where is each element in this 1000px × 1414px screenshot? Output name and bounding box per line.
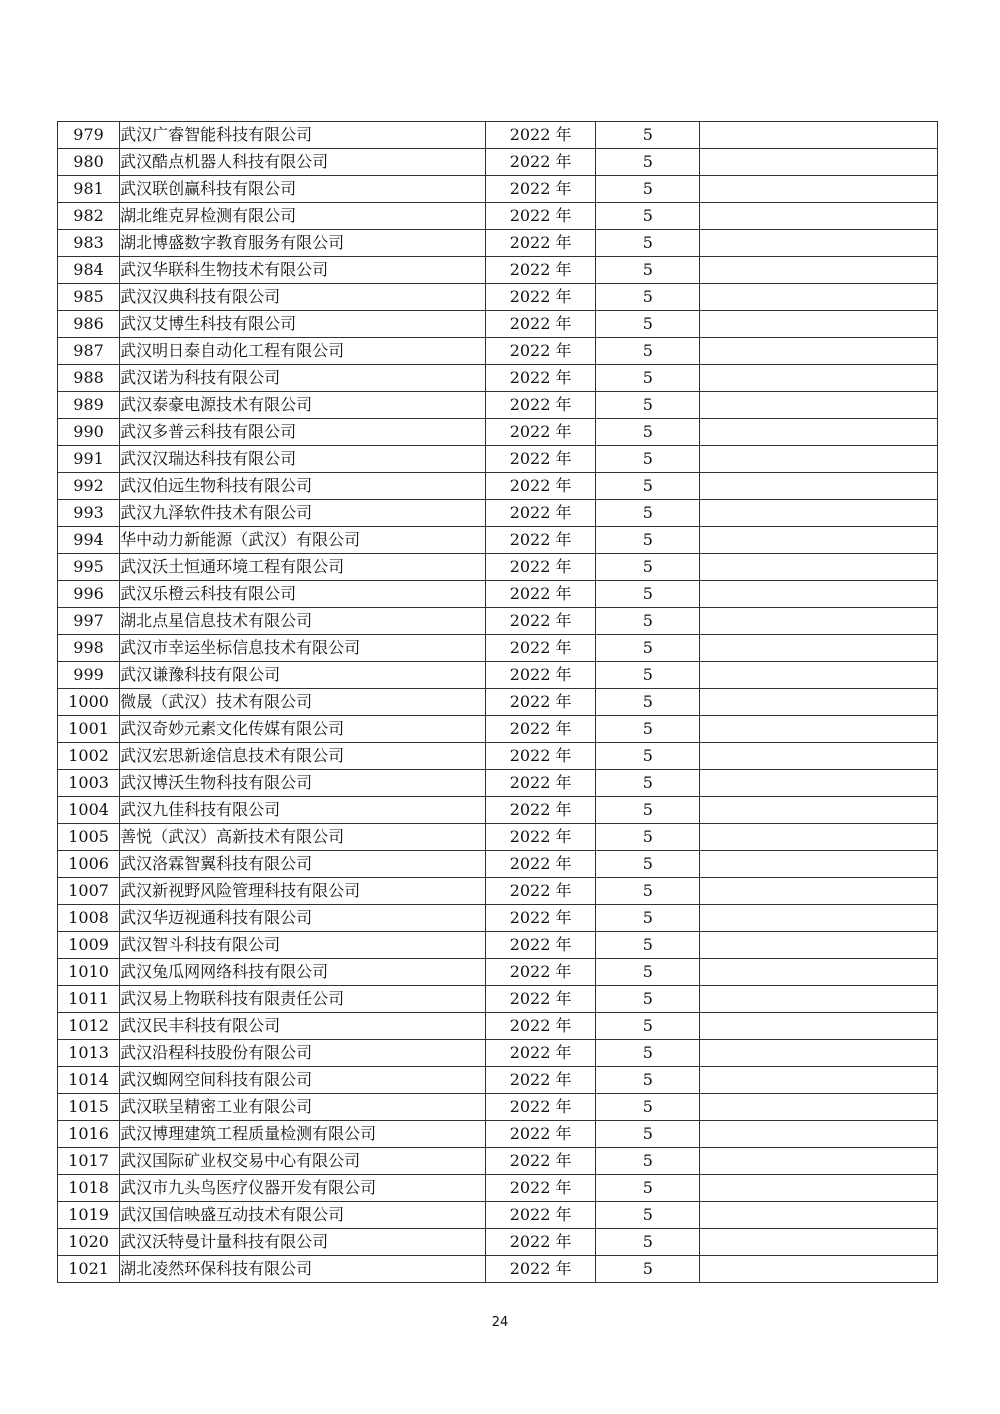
- row-number: 1003: [58, 770, 120, 797]
- note-cell: [700, 527, 938, 554]
- table-row: [58, 527, 938, 554]
- note-cell: [700, 365, 938, 392]
- company-name: 武汉联创赢科技有限公司: [120, 176, 486, 203]
- table-row: [58, 689, 938, 716]
- row-number: 1021: [58, 1256, 120, 1283]
- row-number: 1014: [58, 1067, 120, 1094]
- value-cell: 5: [596, 878, 700, 905]
- table-row: [58, 311, 938, 338]
- row-number: 1006: [58, 851, 120, 878]
- row-number: 999: [58, 662, 120, 689]
- company-name: 武汉伯远生物科技有限公司: [120, 473, 486, 500]
- note-cell: [700, 581, 938, 608]
- value-cell: 5: [596, 1229, 700, 1256]
- value-cell: 5: [596, 1256, 700, 1283]
- value-cell: 5: [596, 176, 700, 203]
- value-cell: 5: [596, 122, 700, 149]
- year-cell: 2022 年: [485, 1175, 595, 1202]
- value-cell: 5: [596, 851, 700, 878]
- note-cell: [700, 176, 938, 203]
- company-name: 武汉沃特曼计量科技有限公司: [120, 1229, 486, 1256]
- company-name: 武汉蜘网空间科技有限公司: [120, 1067, 486, 1094]
- note-cell: [700, 419, 938, 446]
- value-cell: 5: [596, 986, 700, 1013]
- table-row: [58, 635, 938, 662]
- value-cell: 5: [596, 1202, 700, 1229]
- company-name: 湖北博盛数字教育服务有限公司: [120, 230, 486, 257]
- value-cell: 5: [596, 581, 700, 608]
- row-number: 1004: [58, 797, 120, 824]
- year-cell: 2022 年: [485, 203, 595, 230]
- company-name: 武汉乐橙云科技有限公司: [120, 581, 486, 608]
- table-row: [58, 473, 938, 500]
- company-name: 武汉沃土恒通环境工程有限公司: [120, 554, 486, 581]
- year-cell: 2022 年: [485, 446, 595, 473]
- value-cell: 5: [596, 554, 700, 581]
- row-number: 982: [58, 203, 120, 230]
- row-number: 984: [58, 257, 120, 284]
- note-cell: [700, 203, 938, 230]
- value-cell: 5: [596, 1094, 700, 1121]
- row-number: 986: [58, 311, 120, 338]
- value-cell: 5: [596, 905, 700, 932]
- company-name: 武汉国际矿业权交易中心有限公司: [120, 1148, 486, 1175]
- value-cell: 5: [596, 446, 700, 473]
- company-name: 武汉九佳科技有限公司: [120, 797, 486, 824]
- table-row: [58, 419, 938, 446]
- year-cell: 2022 年: [485, 1067, 595, 1094]
- company-table-body: [58, 122, 938, 1283]
- table-row: [58, 932, 938, 959]
- year-cell: 2022 年: [485, 581, 595, 608]
- table-row: [58, 986, 938, 1013]
- note-cell: [700, 1013, 938, 1040]
- row-number: 1016: [58, 1121, 120, 1148]
- table-row: [58, 149, 938, 176]
- note-cell: [700, 284, 938, 311]
- value-cell: 5: [596, 230, 700, 257]
- year-cell: 2022 年: [485, 986, 595, 1013]
- table-row: [58, 581, 938, 608]
- note-cell: [700, 1175, 938, 1202]
- value-cell: 5: [596, 743, 700, 770]
- year-cell: 2022 年: [485, 176, 595, 203]
- value-cell: 5: [596, 608, 700, 635]
- note-cell: [700, 1121, 938, 1148]
- table-row: [58, 284, 938, 311]
- value-cell: 5: [596, 500, 700, 527]
- value-cell: 5: [596, 365, 700, 392]
- value-cell: 5: [596, 932, 700, 959]
- value-cell: 5: [596, 1040, 700, 1067]
- year-cell: 2022 年: [485, 149, 595, 176]
- note-cell: [700, 824, 938, 851]
- value-cell: 5: [596, 1175, 700, 1202]
- year-cell: 2022 年: [485, 365, 595, 392]
- row-number: 1008: [58, 905, 120, 932]
- table-row: [58, 797, 938, 824]
- company-name: 武汉广睿智能科技有限公司: [120, 122, 486, 149]
- value-cell: 5: [596, 419, 700, 446]
- year-cell: 2022 年: [485, 527, 595, 554]
- table-row: [58, 1148, 938, 1175]
- row-number: 1019: [58, 1202, 120, 1229]
- note-cell: [700, 1202, 938, 1229]
- table-row: [58, 878, 938, 905]
- year-cell: 2022 年: [485, 1256, 595, 1283]
- table-row: [58, 554, 938, 581]
- table-row: [58, 122, 938, 149]
- note-cell: [700, 1148, 938, 1175]
- note-cell: [700, 500, 938, 527]
- table-row: [58, 176, 938, 203]
- table-row: [58, 1229, 938, 1256]
- table-row: [58, 365, 938, 392]
- year-cell: 2022 年: [485, 662, 595, 689]
- note-cell: [700, 1256, 938, 1283]
- table-row: [58, 1040, 938, 1067]
- note-cell: [700, 770, 938, 797]
- year-cell: 2022 年: [485, 770, 595, 797]
- year-cell: 2022 年: [485, 473, 595, 500]
- table-row: [58, 608, 938, 635]
- year-cell: 2022 年: [485, 338, 595, 365]
- note-cell: [700, 1094, 938, 1121]
- note-cell: [700, 797, 938, 824]
- row-number: 1011: [58, 986, 120, 1013]
- note-cell: [700, 257, 938, 284]
- year-cell: 2022 年: [485, 1148, 595, 1175]
- note-cell: [700, 743, 938, 770]
- row-number: 1005: [58, 824, 120, 851]
- year-cell: 2022 年: [485, 1229, 595, 1256]
- row-number: 983: [58, 230, 120, 257]
- table-row: [58, 851, 938, 878]
- value-cell: 5: [596, 1067, 700, 1094]
- value-cell: 5: [596, 392, 700, 419]
- year-cell: 2022 年: [485, 716, 595, 743]
- company-name: 武汉兔瓜网网络科技有限公司: [120, 959, 486, 986]
- note-cell: [700, 986, 938, 1013]
- company-name: 武汉汉瑞达科技有限公司: [120, 446, 486, 473]
- company-name: 武汉博理建筑工程质量检测有限公司: [120, 1121, 486, 1148]
- company-name: 武汉沿程科技股份有限公司: [120, 1040, 486, 1067]
- year-cell: 2022 年: [485, 824, 595, 851]
- row-number: 979: [58, 122, 120, 149]
- note-cell: [700, 446, 938, 473]
- row-number: 991: [58, 446, 120, 473]
- row-number: 996: [58, 581, 120, 608]
- note-cell: [700, 716, 938, 743]
- value-cell: 5: [596, 149, 700, 176]
- company-name: 武汉易上物联科技有限责任公司: [120, 986, 486, 1013]
- table-row: [58, 905, 938, 932]
- value-cell: 5: [596, 689, 700, 716]
- note-cell: [700, 230, 938, 257]
- year-cell: 2022 年: [485, 257, 595, 284]
- year-cell: 2022 年: [485, 797, 595, 824]
- company-name: 武汉明日泰自动化工程有限公司: [120, 338, 486, 365]
- note-cell: [700, 959, 938, 986]
- table-row: [58, 203, 938, 230]
- note-cell: [700, 905, 938, 932]
- year-cell: 2022 年: [485, 1094, 595, 1121]
- table-row: [58, 770, 938, 797]
- note-cell: [700, 608, 938, 635]
- company-name: 武汉宏思新途信息技术有限公司: [120, 743, 486, 770]
- company-name: 微晟（武汉）技术有限公司: [120, 689, 486, 716]
- note-cell: [700, 851, 938, 878]
- row-number: 1010: [58, 959, 120, 986]
- table-row: [58, 1202, 938, 1229]
- table-row: [58, 1013, 938, 1040]
- year-cell: 2022 年: [485, 122, 595, 149]
- row-number: 995: [58, 554, 120, 581]
- page-number: 24: [491, 1315, 509, 1330]
- value-cell: 5: [596, 824, 700, 851]
- note-cell: [700, 311, 938, 338]
- row-number: 1009: [58, 932, 120, 959]
- company-name: 武汉诺为科技有限公司: [120, 365, 486, 392]
- value-cell: 5: [596, 1013, 700, 1040]
- value-cell: 5: [596, 959, 700, 986]
- company-name: 武汉汉典科技有限公司: [120, 284, 486, 311]
- row-number: 1007: [58, 878, 120, 905]
- note-cell: [700, 392, 938, 419]
- year-cell: 2022 年: [485, 932, 595, 959]
- company-name: 武汉泰豪电源技术有限公司: [120, 392, 486, 419]
- row-number: 1000: [58, 689, 120, 716]
- table-row: [58, 1094, 938, 1121]
- company-name: 武汉新视野风险管理科技有限公司: [120, 878, 486, 905]
- row-number: 1013: [58, 1040, 120, 1067]
- row-number: 997: [58, 608, 120, 635]
- value-cell: 5: [596, 770, 700, 797]
- company-name: 武汉九泽软件技术有限公司: [120, 500, 486, 527]
- company-name: 善悦（武汉）高新技术有限公司: [120, 824, 486, 851]
- row-number: 994: [58, 527, 120, 554]
- note-cell: [700, 149, 938, 176]
- row-number: 980: [58, 149, 120, 176]
- company-name: 湖北维克昇检测有限公司: [120, 203, 486, 230]
- note-cell: [700, 878, 938, 905]
- year-cell: 2022 年: [485, 689, 595, 716]
- value-cell: 5: [596, 284, 700, 311]
- table-row: [58, 959, 938, 986]
- note-cell: [700, 1229, 938, 1256]
- row-number: 1017: [58, 1148, 120, 1175]
- company-name: 湖北凌然环保科技有限公司: [120, 1256, 486, 1283]
- row-number: 1002: [58, 743, 120, 770]
- company-name: 武汉民丰科技有限公司: [120, 1013, 486, 1040]
- table-row: [58, 338, 938, 365]
- company-name: 武汉洛霖智翼科技有限公司: [120, 851, 486, 878]
- note-cell: [700, 473, 938, 500]
- table-row: [58, 824, 938, 851]
- year-cell: 2022 年: [485, 878, 595, 905]
- year-cell: 2022 年: [485, 1202, 595, 1229]
- company-name: 武汉酷点机器人科技有限公司: [120, 149, 486, 176]
- note-cell: [700, 932, 938, 959]
- table-row: [58, 743, 938, 770]
- table-row: [58, 257, 938, 284]
- year-cell: 2022 年: [485, 743, 595, 770]
- year-cell: 2022 年: [485, 635, 595, 662]
- note-cell: [700, 338, 938, 365]
- note-cell: [700, 635, 938, 662]
- note-cell: [700, 1067, 938, 1094]
- table-row: [58, 446, 938, 473]
- year-cell: 2022 年: [485, 311, 595, 338]
- value-cell: 5: [596, 635, 700, 662]
- value-cell: 5: [596, 311, 700, 338]
- table-row: [58, 1256, 938, 1283]
- note-cell: [700, 554, 938, 581]
- company-name: 武汉艾博生科技有限公司: [120, 311, 486, 338]
- value-cell: 5: [596, 203, 700, 230]
- year-cell: 2022 年: [485, 905, 595, 932]
- company-name: 武汉奇妙元素文化传媒有限公司: [120, 716, 486, 743]
- table-row: [58, 716, 938, 743]
- row-number: 998: [58, 635, 120, 662]
- row-number: 1015: [58, 1094, 120, 1121]
- company-name: 武汉博沃生物科技有限公司: [120, 770, 486, 797]
- company-name: 华中动力新能源（武汉）有限公司: [120, 527, 486, 554]
- note-cell: [700, 122, 938, 149]
- row-number: 990: [58, 419, 120, 446]
- value-cell: 5: [596, 797, 700, 824]
- year-cell: 2022 年: [485, 554, 595, 581]
- company-name: 湖北点星信息技术有限公司: [120, 608, 486, 635]
- year-cell: 2022 年: [485, 392, 595, 419]
- year-cell: 2022 年: [485, 1040, 595, 1067]
- row-number: 1001: [58, 716, 120, 743]
- row-number: 1012: [58, 1013, 120, 1040]
- table-row: [58, 1067, 938, 1094]
- company-table: [57, 121, 938, 1283]
- year-cell: 2022 年: [485, 1013, 595, 1040]
- year-cell: 2022 年: [485, 851, 595, 878]
- table-row: [58, 1121, 938, 1148]
- table-row: [58, 500, 938, 527]
- table-row: [58, 1175, 938, 1202]
- note-cell: [700, 1040, 938, 1067]
- company-name: 武汉国信映盛互动技术有限公司: [120, 1202, 486, 1229]
- row-number: 993: [58, 500, 120, 527]
- value-cell: 5: [596, 527, 700, 554]
- row-number: 981: [58, 176, 120, 203]
- year-cell: 2022 年: [485, 284, 595, 311]
- year-cell: 2022 年: [485, 230, 595, 257]
- table-row: [58, 662, 938, 689]
- company-name: 武汉市幸运坐标信息技术有限公司: [120, 635, 486, 662]
- value-cell: 5: [596, 1121, 700, 1148]
- company-name: 武汉市九头鸟医疗仪器开发有限公司: [120, 1175, 486, 1202]
- value-cell: 5: [596, 716, 700, 743]
- note-cell: [700, 662, 938, 689]
- year-cell: 2022 年: [485, 500, 595, 527]
- row-number: 1018: [58, 1175, 120, 1202]
- year-cell: 2022 年: [485, 959, 595, 986]
- value-cell: 5: [596, 1148, 700, 1175]
- value-cell: 5: [596, 662, 700, 689]
- row-number: 1020: [58, 1229, 120, 1256]
- value-cell: 5: [596, 473, 700, 500]
- year-cell: 2022 年: [485, 419, 595, 446]
- value-cell: 5: [596, 338, 700, 365]
- row-number: 985: [58, 284, 120, 311]
- company-name: 武汉多普云科技有限公司: [120, 419, 486, 446]
- row-number: 987: [58, 338, 120, 365]
- company-name: 武汉谦豫科技有限公司: [120, 662, 486, 689]
- table-row: [58, 230, 938, 257]
- row-number: 988: [58, 365, 120, 392]
- company-name: 武汉华联科生物技术有限公司: [120, 257, 486, 284]
- company-name: 武汉智斗科技有限公司: [120, 932, 486, 959]
- value-cell: 5: [596, 257, 700, 284]
- row-number: 992: [58, 473, 120, 500]
- row-number: 989: [58, 392, 120, 419]
- note-cell: [700, 689, 938, 716]
- table-row: [58, 392, 938, 419]
- company-name: 武汉华迈视通科技有限公司: [120, 905, 486, 932]
- year-cell: 2022 年: [485, 608, 595, 635]
- year-cell: 2022 年: [485, 1121, 595, 1148]
- company-name: 武汉联呈精密工业有限公司: [120, 1094, 486, 1121]
